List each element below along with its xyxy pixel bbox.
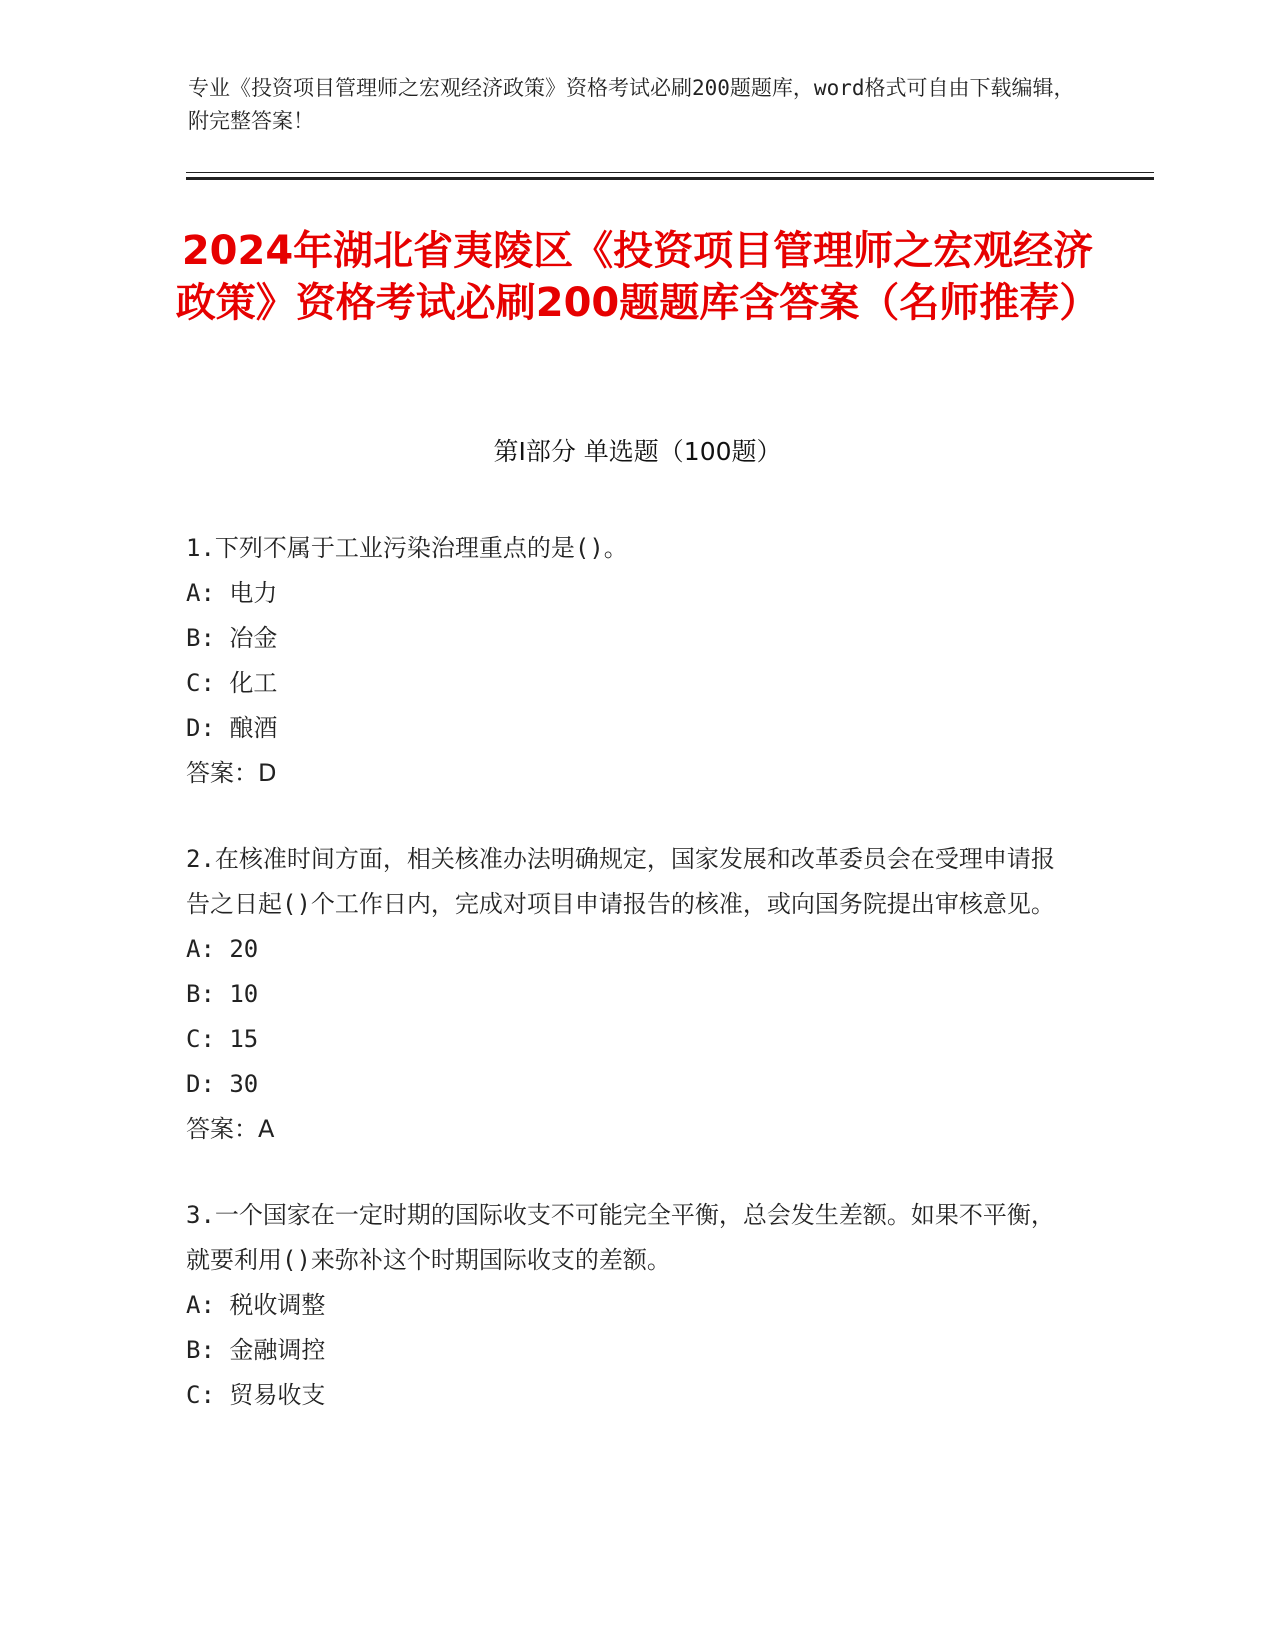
option-d: D: 酿酒 [186,714,278,742]
question-text: 2.在核准时间方面，相关核准办法明确规定，国家发展和改革委员会在受理申请报告之日起()个工作日内，完成对项目申请报告的核准，或向国务院提出审核意见。 [186,845,1055,918]
question-2 [186,837,1066,1152]
header-rule-thin [186,172,1154,173]
option-a: A: 税收调整 [186,1291,326,1319]
document-title: 2024年湖北省夷陵区《投资项目管理师之宏观经济政策》资格考试必刷200题题库含答案（名师推荐） [175,228,1100,326]
option-a: A: 20 [186,935,259,963]
option-b: B: 金融调控 [186,1336,326,1364]
section-title: 第Ⅰ部分 单选题（100题） [493,437,782,466]
option-c: C: 贸易收支 [186,1381,326,1409]
question-3 [186,1193,1066,1418]
answer: 答案：A [186,1115,275,1143]
question-text: 1.下列不属于工业污染治理重点的是()。 [186,534,628,562]
header-note: 专业《投资项目管理师之宏观经济政策》资格考试必刷200题题库，word格式可自由下载编辑，附完整答案！ [188,76,1075,133]
option-d: D: 30 [186,1070,259,1098]
option-b: B: 冶金 [186,624,278,652]
question-1 [186,526,1066,796]
option-a: A: 电力 [186,579,278,607]
header-rule-thick [186,177,1154,180]
option-b: B: 10 [186,980,259,1008]
question-text: 3.一个国家在一定时期的国际收支不可能完全平衡，总会发生差额。如果不平衡，就要利用()来弥补这个时期国际收支的差额。 [186,1201,1055,1274]
option-c: C: 15 [186,1025,259,1053]
question-list [186,526,1066,1459]
option-c: C: 化工 [186,669,278,697]
answer: 答案：D [186,759,277,787]
